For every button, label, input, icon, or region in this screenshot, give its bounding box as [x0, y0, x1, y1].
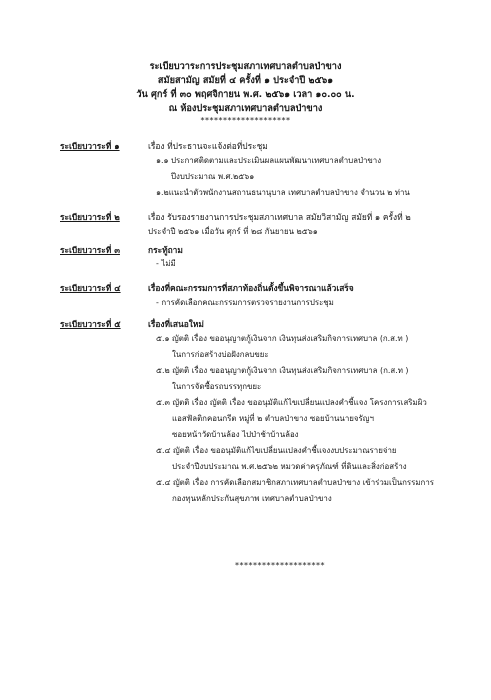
agenda-line: - ไม่มี [156, 259, 176, 268]
agenda-title: เรื่องที่เสนอใหม่ [148, 319, 204, 329]
doc-title: ระเบียบวาระการประชุมสภาเทศบาลตำบลป่าขาง [149, 61, 342, 72]
agenda-line: ๕.๓ ญัตติ เรื่อง ญัตติ เรื่อง ขออนุมัติแก้ไขเปลี่ยนแปลงคำชี้แจง โครงการเสริมผิว [156, 398, 427, 407]
header-separator: ******************** [200, 116, 291, 125]
agenda-title: เรื่อง ที่ประธานจะแจ้งต่อที่ประชุม [148, 141, 268, 151]
agenda-label: ระเบียบวาระที่ ๒ [60, 212, 120, 222]
agenda-line: ๕.๔ ญัตติ เรื่อง การคัดเลือกสมาชิกสภาเทศบาลตำบลป่าขาง เข้าร่วมเป็นกรรมการ [156, 478, 435, 487]
agenda-line: ๕.๑ ญัตติ เรื่อง ขออนุญาตกู้เงินจาก เงินทุนส่งเสริมกิจการเทศบาล (ก.ส.ท ) [156, 334, 409, 343]
venue-line: ณ ห้องประชุมสภาเทศบาลตำบลป่าขาง [168, 103, 323, 114]
agenda-line: ๑.๑ ประกาศติดตามและประเมินผลแผนพัฒนาเทศบาลตำบลป่าขาง [156, 156, 382, 165]
footer-separator: ******************** [235, 561, 325, 570]
agenda-label: ระเบียบวาระที่ ๓ [60, 245, 120, 255]
agenda-label: ระเบียบวาระที่ ๔ [60, 283, 121, 293]
agenda-line: ประจำปี ๒๕๖๑ เมื่อวัน ศุกร์ ที่ ๒๘ กันยายน ๒๕๖๑ [148, 227, 318, 236]
date-time-line: วัน ศุกร์ ที่ ๓๐ พฤศจิกายน พ.ศ. ๒๕๖๑ เวลา ๑๐.๐๐ น. [136, 89, 355, 100]
agenda-line: ในการก่อสร้างบ่อฝังกลบขยะ [172, 350, 269, 359]
agenda-line: ๑.๒แนะนำตัวพนักงานสถานธนานุบาล เทศบาลตำบลป่าขาง จำนวน ๒ ท่าน [156, 188, 410, 197]
agenda-line: ๕.๔ ญัตติ เรื่อง ขออนุมัติแก้ไขเปลี่ยนแปลงคำชี้แจงงบประมาณรายจ่าย [156, 446, 397, 455]
agenda-label: ระเบียบวาระที่ ๑ [60, 141, 120, 151]
agenda-label: ระเบียบวาระที่ ๕ [60, 319, 121, 329]
agenda-line: ในการจัดซื้อรถบรรทุกขยะ [172, 382, 262, 391]
agenda-line: ประจำปีงบประมาณ พ.ศ.๒๕๖๒ หมวดค่าครุภัณฑ์ ที่ดินและสิ่งก่อสร้าง [172, 462, 407, 471]
agenda-line: - การคัดเลือกคณะกรรมการตรวจรายงานการประชุม [156, 298, 334, 307]
agenda-line: ๕.๒ ญัตติ เรื่อง ขออนุญาตกู้เงินจาก เงินทุนส่งเสริมกิจการเทศบาล (ก.ส.ท ) [156, 366, 409, 375]
agenda-line: แอสฟัลติกคอนกรีต หมู่ที่ ๒ ตำบลป่าขาง ซอยบ้านนายจรัญฯ [172, 414, 374, 423]
agenda-title: เรื่องที่คณะกรรมการที่สภาท้องถิ่นตั้งขึ้นพิจารณาแล้วเสร็จ [148, 283, 354, 293]
agenda-line: ปีงบประมาณ พ.ศ.๒๕๖๑ [171, 172, 255, 181]
agenda-line: ซอยหน้าวัดบ้านล้อง ไปป่าช้าบ้านล้อง [172, 430, 299, 439]
agenda-line: กองทุนหลักประกันสุขภาพ เทศบาลตำบลป่าขาง [172, 494, 332, 503]
agenda-title: กระทู้ถาม [148, 245, 183, 255]
agenda-title: เรื่อง รับรองรายงานการประชุมสภาเทศบาล สมัยวิสามัญ สมัยที่ ๑ ครั้งที่ ๒ [148, 212, 411, 222]
session-line: สมัยสามัญ สมัยที่ ๔ ครั้งที่ ๑ ประจำปี ๒๕๖๑ [157, 75, 334, 86]
